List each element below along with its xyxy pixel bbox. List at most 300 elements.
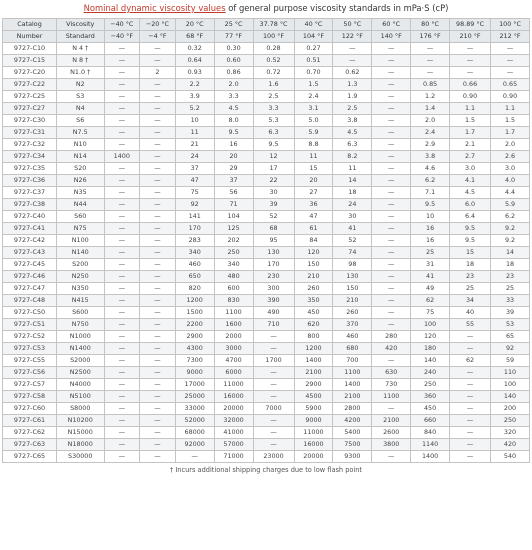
viscosity-value-cell: 16 xyxy=(411,223,450,235)
viscosity-value-cell: 283 xyxy=(175,235,214,247)
viscosity-value-cell: 7500 xyxy=(333,439,372,451)
viscosity-value-cell: 37 xyxy=(214,175,253,187)
viscosity-value-cell: 210 xyxy=(294,271,333,283)
viscosity-value-cell: 460 xyxy=(175,259,214,271)
viscosity-value-cell: — xyxy=(372,235,411,247)
viscosity-value-cell: 14 xyxy=(333,175,372,187)
table-row xyxy=(3,127,530,139)
viscosity-value-cell: 125 xyxy=(214,223,253,235)
header-cell: 122 °F xyxy=(333,31,372,43)
viscosity-value-cell: — xyxy=(372,211,411,223)
viscosity-value-cell: 11 xyxy=(294,151,333,163)
viscosity-value-cell: 4.5 xyxy=(333,127,372,139)
viscosity-value-cell: 200 xyxy=(491,403,530,415)
table-row xyxy=(3,355,530,367)
viscosity-value-cell: 21 xyxy=(175,139,214,151)
viscosity-value-cell: 1.2 xyxy=(411,91,450,103)
viscosity-value-cell: — xyxy=(140,127,176,139)
viscosity-value-cell: — xyxy=(140,367,176,379)
viscosity-value-cell: — xyxy=(372,103,411,115)
viscosity-value-cell: — xyxy=(140,319,176,331)
viscosity-value-cell: — xyxy=(104,55,140,67)
caption-text: of general purpose viscosity standards in mPa·S (cP) xyxy=(225,3,449,13)
table-row xyxy=(3,451,530,463)
viscosity-value-cell: — xyxy=(104,379,140,391)
viscosity-value-cell: 71 xyxy=(214,199,253,211)
viscosity-value-cell: 1.4 xyxy=(411,103,450,115)
catalog-number-cell: 9727-C32 xyxy=(3,139,57,151)
viscosity-value-cell: 1200 xyxy=(294,343,333,355)
viscosity-value-cell: 4.5 xyxy=(450,187,491,199)
viscosity-value-cell: — xyxy=(140,391,176,403)
viscosity-value-cell: 68000 xyxy=(175,427,214,439)
standard-name-cell: N1000 xyxy=(56,331,104,343)
viscosity-value-cell: 490 xyxy=(253,307,294,319)
viscosity-value-cell: 202 xyxy=(214,235,253,247)
catalog-number-cell: 9727-C50 xyxy=(3,307,57,319)
standard-name-cell: N10 xyxy=(56,139,104,151)
viscosity-value-cell: — xyxy=(104,139,140,151)
header-cell: 68 °F xyxy=(175,31,214,43)
viscosity-value-cell: 10 xyxy=(411,211,450,223)
viscosity-value-cell: 24 xyxy=(175,151,214,163)
viscosity-value-cell: 25 xyxy=(491,283,530,295)
viscosity-value-cell: 52 xyxy=(253,211,294,223)
viscosity-value-cell: 2600 xyxy=(372,427,411,439)
header-cell: 40 °C xyxy=(294,19,333,31)
viscosity-value-cell: 1400 xyxy=(411,451,450,463)
viscosity-value-cell: 98 xyxy=(333,259,372,271)
viscosity-value-cell: — xyxy=(372,187,411,199)
viscosity-value-cell: 10 xyxy=(175,115,214,127)
viscosity-value-cell: 17 xyxy=(253,163,294,175)
viscosity-value-cell: — xyxy=(140,283,176,295)
viscosity-value-cell: 16000 xyxy=(214,391,253,403)
viscosity-value-cell: 3.8 xyxy=(333,115,372,127)
viscosity-value-cell: — xyxy=(411,55,450,67)
viscosity-value-cell: 0.52 xyxy=(253,55,294,67)
viscosity-value-cell: 57000 xyxy=(214,439,253,451)
footnote: † Incurs additional shipping charges due to low flash point xyxy=(169,466,363,474)
viscosity-value-cell: — xyxy=(372,163,411,175)
viscosity-value-cell: — xyxy=(140,451,176,463)
viscosity-value-cell: 140 xyxy=(491,391,530,403)
viscosity-value-cell: 3.0 xyxy=(450,163,491,175)
viscosity-value-cell: — xyxy=(450,343,491,355)
viscosity-value-cell: 120 xyxy=(411,331,450,343)
viscosity-value-cell: 0.72 xyxy=(253,67,294,79)
viscosity-value-cell: 24 xyxy=(333,199,372,211)
standard-name-cell: N10200 xyxy=(56,415,104,427)
viscosity-value-cell: 2100 xyxy=(294,367,333,379)
viscosity-value-cell: 6.0 xyxy=(450,199,491,211)
viscosity-value-cell: 1140 xyxy=(411,439,450,451)
viscosity-value-cell: 7300 xyxy=(175,355,214,367)
viscosity-value-cell: — xyxy=(450,439,491,451)
header-cell: 212 °F xyxy=(491,31,530,43)
viscosity-value-cell: — xyxy=(253,391,294,403)
viscosity-value-cell: — xyxy=(140,271,176,283)
caption-link[interactable]: Nominal dynamic viscosity values xyxy=(83,3,226,13)
viscosity-value-cell: — xyxy=(104,367,140,379)
catalog-number-cell: 9727-C47 xyxy=(3,283,57,295)
table-row xyxy=(3,211,530,223)
viscosity-value-cell: 9000 xyxy=(294,415,333,427)
standard-name-cell: S6 xyxy=(56,115,104,127)
viscosity-value-cell: 0.90 xyxy=(491,91,530,103)
table-row xyxy=(3,259,530,271)
viscosity-value-cell: 2.5 xyxy=(253,91,294,103)
header-row-temp-f xyxy=(3,31,530,43)
viscosity-value-cell: 390 xyxy=(253,295,294,307)
viscosity-value-cell: 23 xyxy=(450,271,491,283)
catalog-number-cell: 9727-C22 xyxy=(3,79,57,91)
header-cell: Standard xyxy=(56,31,104,43)
viscosity-value-cell: — xyxy=(104,175,140,187)
table-row xyxy=(3,235,530,247)
viscosity-value-cell: 3.0 xyxy=(491,163,530,175)
viscosity-value-cell: 33000 xyxy=(175,403,214,415)
viscosity-value-cell: 3.8 xyxy=(411,151,450,163)
viscosity-value-cell: 1.3 xyxy=(333,79,372,91)
viscosity-value-cell: 4.0 xyxy=(491,175,530,187)
table-row xyxy=(3,343,530,355)
viscosity-value-cell: 1.1 xyxy=(491,103,530,115)
viscosity-value-cell: 1700 xyxy=(253,355,294,367)
viscosity-value-cell: 11000 xyxy=(294,427,333,439)
viscosity-value-cell: 250 xyxy=(411,379,450,391)
standard-name-cell: S60 xyxy=(56,211,104,223)
viscosity-value-cell: 3.1 xyxy=(294,103,333,115)
viscosity-value-cell: 2.4 xyxy=(294,91,333,103)
standard-name-cell: N7.5 xyxy=(56,127,104,139)
viscosity-value-cell: 1500 xyxy=(175,307,214,319)
catalog-number-cell: 9727-C37 xyxy=(3,187,57,199)
viscosity-value-cell: — xyxy=(104,199,140,211)
viscosity-value-cell: 110 xyxy=(491,367,530,379)
catalog-number-cell: 9727-C36 xyxy=(3,175,57,187)
table-row xyxy=(3,199,530,211)
table-row xyxy=(3,67,530,79)
viscosity-value-cell: 71000 xyxy=(214,451,253,463)
standard-name-cell: S600 xyxy=(56,307,104,319)
viscosity-value-cell: — xyxy=(104,355,140,367)
header-cell: −20 °C xyxy=(140,19,176,31)
viscosity-value-cell: 370 xyxy=(333,319,372,331)
viscosity-value-cell: 2.6 xyxy=(491,151,530,163)
viscosity-value-cell: 0.86 xyxy=(214,67,253,79)
viscosity-value-cell: — xyxy=(372,223,411,235)
header-cell: 100 °C xyxy=(491,19,530,31)
viscosity-value-cell: — xyxy=(140,103,176,115)
viscosity-value-cell: — xyxy=(140,115,176,127)
catalog-number-cell: 9727-C60 xyxy=(3,403,57,415)
viscosity-value-cell: — xyxy=(140,55,176,67)
viscosity-value-cell: 30 xyxy=(333,211,372,223)
table-row xyxy=(3,187,530,199)
viscosity-value-cell: — xyxy=(450,43,491,55)
viscosity-value-cell: 320 xyxy=(491,427,530,439)
viscosity-value-cell: 680 xyxy=(333,343,372,355)
viscosity-value-cell: 2.7 xyxy=(450,151,491,163)
viscosity-value-cell: — xyxy=(140,247,176,259)
viscosity-value-cell: 700 xyxy=(333,355,372,367)
table-row xyxy=(3,391,530,403)
catalog-number-cell: 9727-C51 xyxy=(3,319,57,331)
viscosity-value-cell: — xyxy=(450,331,491,343)
viscosity-value-cell: 140 xyxy=(411,355,450,367)
table-row xyxy=(3,379,530,391)
viscosity-value-cell: — xyxy=(372,283,411,295)
catalog-number-cell: 9727-C27 xyxy=(3,103,57,115)
viscosity-value-cell: 5.9 xyxy=(491,199,530,211)
viscosity-value-cell: 2000 xyxy=(214,331,253,343)
catalog-number-cell: 9727-C45 xyxy=(3,259,57,271)
viscosity-value-cell: 4700 xyxy=(214,355,253,367)
viscosity-value-cell: — xyxy=(491,43,530,55)
viscosity-value-cell: 40 xyxy=(450,307,491,319)
viscosity-value-cell: 2.4 xyxy=(411,127,450,139)
viscosity-value-cell: 15 xyxy=(294,163,333,175)
catalog-number-cell: 9727-C57 xyxy=(3,379,57,391)
standard-name-cell: N44 xyxy=(56,199,104,211)
viscosity-value-cell: 5900 xyxy=(294,403,333,415)
viscosity-value-cell: 0.32 xyxy=(175,43,214,55)
viscosity-value-cell: 3.9 xyxy=(175,91,214,103)
viscosity-value-cell: 420 xyxy=(491,439,530,451)
table-row xyxy=(3,247,530,259)
viscosity-value-cell: 0.27 xyxy=(294,43,333,55)
header-cell: 98.89 °C xyxy=(450,19,491,31)
viscosity-value-cell: — xyxy=(372,115,411,127)
viscosity-value-cell: 31 xyxy=(411,259,450,271)
viscosity-value-cell: 120 xyxy=(294,247,333,259)
viscosity-value-cell: 2.0 xyxy=(411,115,450,127)
viscosity-value-cell: 260 xyxy=(294,283,333,295)
viscosity-value-cell: 9.5 xyxy=(253,139,294,151)
viscosity-value-cell: — xyxy=(104,127,140,139)
viscosity-value-cell: 55 xyxy=(450,319,491,331)
viscosity-value-cell: 170 xyxy=(175,223,214,235)
viscosity-value-cell: 20000 xyxy=(214,403,253,415)
standard-name-cell: S20 xyxy=(56,163,104,175)
viscosity-value-cell: 11 xyxy=(175,127,214,139)
viscosity-value-cell: — xyxy=(253,439,294,451)
viscosity-value-cell: — xyxy=(450,67,491,79)
viscosity-value-cell: — xyxy=(450,391,491,403)
standard-name-cell: N15000 xyxy=(56,427,104,439)
table-row xyxy=(3,367,530,379)
viscosity-value-cell: — xyxy=(491,55,530,67)
standard-name-cell: S8000 xyxy=(56,403,104,415)
standard-name-cell: N5100 xyxy=(56,391,104,403)
viscosity-value-cell: 6.3 xyxy=(253,127,294,139)
viscosity-value-cell: 630 xyxy=(372,367,411,379)
viscosity-value-cell: 180 xyxy=(411,343,450,355)
viscosity-value-cell: — xyxy=(372,307,411,319)
viscosity-value-cell: — xyxy=(104,271,140,283)
standard-name-cell: N2500 xyxy=(56,367,104,379)
standard-name-cell: N350 xyxy=(56,283,104,295)
viscosity-value-cell: — xyxy=(372,319,411,331)
viscosity-value-cell: — xyxy=(372,247,411,259)
viscosity-value-cell: 0.93 xyxy=(175,67,214,79)
viscosity-value-cell: 4200 xyxy=(333,415,372,427)
viscosity-value-cell: 840 xyxy=(411,427,450,439)
catalog-number-cell: 9727-C10 xyxy=(3,43,57,55)
catalog-number-cell: 9727-C65 xyxy=(3,451,57,463)
viscosity-value-cell: 92000 xyxy=(175,439,214,451)
viscosity-value-cell: 1400 xyxy=(333,379,372,391)
viscosity-value-cell: — xyxy=(140,331,176,343)
table-caption xyxy=(0,0,532,15)
table-row xyxy=(3,403,530,415)
standard-name-cell: S2000 xyxy=(56,355,104,367)
viscosity-value-cell: 540 xyxy=(491,451,530,463)
viscosity-value-cell: 141 xyxy=(175,211,214,223)
viscosity-value-cell: 3000 xyxy=(214,343,253,355)
viscosity-value-cell: — xyxy=(140,295,176,307)
viscosity-value-cell: 0.28 xyxy=(253,43,294,55)
table-row xyxy=(3,307,530,319)
viscosity-value-cell: 25000 xyxy=(175,391,214,403)
table-row xyxy=(3,331,530,343)
viscosity-value-cell: — xyxy=(140,307,176,319)
viscosity-value-cell: 6.3 xyxy=(333,139,372,151)
viscosity-value-cell: 41 xyxy=(333,223,372,235)
viscosity-value-cell: 2100 xyxy=(333,391,372,403)
catalog-number-cell: 9727-C56 xyxy=(3,367,57,379)
viscosity-value-cell: 4.5 xyxy=(214,103,253,115)
viscosity-value-cell: 75 xyxy=(175,187,214,199)
viscosity-value-cell: 16 xyxy=(411,235,450,247)
viscosity-value-cell: 0.90 xyxy=(450,91,491,103)
viscosity-value-cell: 49 xyxy=(411,283,450,295)
table-row xyxy=(3,55,530,67)
viscosity-value-cell: 41000 xyxy=(214,427,253,439)
header-cell: −40 °C xyxy=(104,19,140,31)
viscosity-value-cell: — xyxy=(372,91,411,103)
viscosity-value-cell: 47 xyxy=(175,175,214,187)
viscosity-value-cell: — xyxy=(140,79,176,91)
viscosity-value-cell: — xyxy=(104,115,140,127)
viscosity-value-cell: 260 xyxy=(333,307,372,319)
header-cell: −4 °F xyxy=(140,31,176,43)
viscosity-value-cell: 150 xyxy=(294,259,333,271)
header-cell: Viscosity xyxy=(56,19,104,31)
standard-name-cell: N415 xyxy=(56,295,104,307)
viscosity-value-cell: — xyxy=(372,259,411,271)
header-cell: 50 °C xyxy=(333,19,372,31)
catalog-number-cell: 9727-C61 xyxy=(3,415,57,427)
table-row xyxy=(3,115,530,127)
viscosity-value-cell: — xyxy=(104,319,140,331)
viscosity-value-cell: 4500 xyxy=(294,391,333,403)
viscosity-value-cell: 130 xyxy=(333,271,372,283)
catalog-number-cell: 9727-C38 xyxy=(3,199,57,211)
viscosity-value-cell: 4.6 xyxy=(411,163,450,175)
viscosity-value-cell: 74 xyxy=(333,247,372,259)
viscosity-value-cell: — xyxy=(104,259,140,271)
viscosity-value-cell: 170 xyxy=(253,259,294,271)
viscosity-value-cell: 0.51 xyxy=(294,55,333,67)
viscosity-value-cell: 20000 xyxy=(294,451,333,463)
table-header xyxy=(3,19,530,43)
table-row xyxy=(3,79,530,91)
viscosity-value-cell: — xyxy=(253,415,294,427)
viscosity-value-cell: 92 xyxy=(175,199,214,211)
viscosity-value-cell: — xyxy=(372,175,411,187)
table-row xyxy=(3,151,530,163)
viscosity-value-cell: 100 xyxy=(491,379,530,391)
catalog-number-cell: 9727-C40 xyxy=(3,211,57,223)
catalog-number-cell: 9727-C53 xyxy=(3,343,57,355)
viscosity-value-cell: 4.4 xyxy=(491,187,530,199)
viscosity-value-cell: 59 xyxy=(491,355,530,367)
header-cell: 104 °F xyxy=(294,31,333,43)
viscosity-value-cell: 34 xyxy=(450,295,491,307)
viscosity-value-cell: — xyxy=(140,163,176,175)
viscosity-value-cell: — xyxy=(411,43,450,55)
viscosity-value-cell: — xyxy=(253,343,294,355)
viscosity-value-cell: — xyxy=(140,223,176,235)
viscosity-value-cell: — xyxy=(104,67,140,79)
table-row xyxy=(3,103,530,115)
viscosity-value-cell: 0.66 xyxy=(450,79,491,91)
header-cell: 100 °F xyxy=(253,31,294,43)
viscosity-value-cell: 92 xyxy=(491,343,530,355)
standard-name-cell: N750 xyxy=(56,319,104,331)
viscosity-value-cell: 480 xyxy=(214,271,253,283)
viscosity-value-cell: — xyxy=(450,415,491,427)
viscosity-value-cell: 4300 xyxy=(175,343,214,355)
viscosity-value-cell: — xyxy=(372,355,411,367)
viscosity-value-cell: 29 xyxy=(214,163,253,175)
viscosity-value-cell: — xyxy=(140,355,176,367)
viscosity-value-cell: — xyxy=(175,451,214,463)
viscosity-value-cell: 0.70 xyxy=(294,67,333,79)
viscosity-value-cell: 1100 xyxy=(333,367,372,379)
viscosity-table xyxy=(2,18,530,463)
viscosity-value-cell: — xyxy=(140,427,176,439)
standard-name-cell: N18000 xyxy=(56,439,104,451)
viscosity-value-cell: 36 xyxy=(294,199,333,211)
viscosity-value-cell: — xyxy=(104,439,140,451)
viscosity-value-cell: — xyxy=(140,235,176,247)
viscosity-value-cell: — xyxy=(450,55,491,67)
viscosity-value-cell: — xyxy=(450,367,491,379)
viscosity-value-cell: 650 xyxy=(175,271,214,283)
table-body xyxy=(3,43,530,463)
viscosity-value-cell: 75 xyxy=(411,307,450,319)
table-row xyxy=(3,283,530,295)
viscosity-value-cell: 9.5 xyxy=(214,127,253,139)
viscosity-value-cell: 9.2 xyxy=(491,235,530,247)
viscosity-value-cell: 39 xyxy=(253,199,294,211)
viscosity-value-cell: 2.9 xyxy=(411,139,450,151)
viscosity-value-cell: 1.7 xyxy=(491,127,530,139)
viscosity-value-cell: 1600 xyxy=(214,319,253,331)
viscosity-value-cell: — xyxy=(333,43,372,55)
viscosity-value-cell: 0.65 xyxy=(491,79,530,91)
viscosity-value-cell: — xyxy=(140,439,176,451)
header-cell: 20 °C xyxy=(175,19,214,31)
viscosity-value-cell: — xyxy=(104,403,140,415)
viscosity-value-cell: 5.2 xyxy=(175,103,214,115)
viscosity-value-cell: 11 xyxy=(333,163,372,175)
viscosity-value-cell: 20 xyxy=(214,151,253,163)
viscosity-value-cell: — xyxy=(450,451,491,463)
